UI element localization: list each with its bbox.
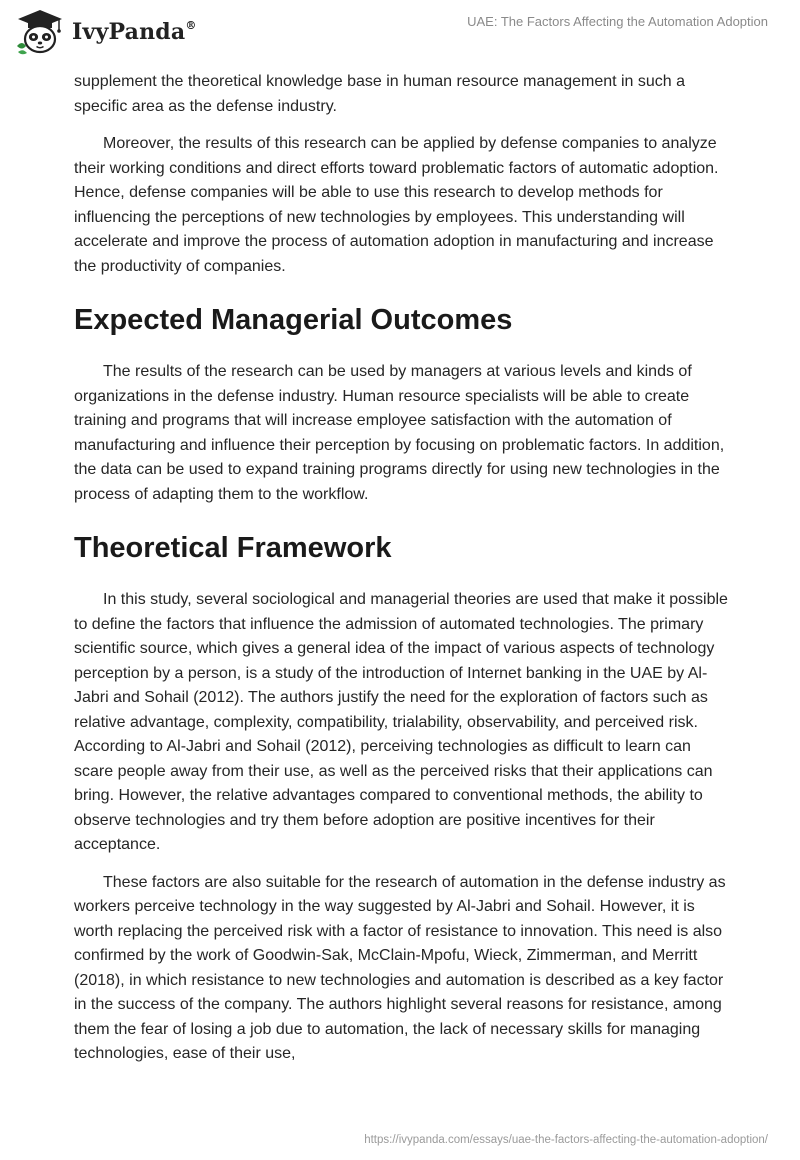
page-header: [0, 0, 800, 70]
registered-mark: ®: [185, 18, 197, 32]
brand-name: [72, 19, 197, 45]
paragraph: In this study, several sociological and managerial theories are used that make it possible to define the factors that influence the admission of automated technologies. The primary scientific source, which gives a general idea of the impact of various aspects of technology perception by a person, is a study of the introduction of Internet banking in the UAE by Al-Jabri and Sohail (2012). The authors justify the need for the exploration of factors such as relative advantage, complexity, compatibility, trialability, observability, and perceived risk. According to Al-Jabri and Sohail (2012), perceiving technologies as difficult to learn can scare people away from their use, as well as the perceived risks that their applications can bring. However, the relative advantages compared to conventional methods, the ability to observe technologies and try them before adoption are positive incentives for their acceptance.: [74, 591, 728, 853]
section-heading-theoretical-framework: Theoretical Framework: [74, 532, 392, 564]
source-url[interactable]: https://ivypanda.com/essays/uae-the-factors-affecting-the-automation-adoption/: [364, 1134, 768, 1146]
section-heading-managerial-outcomes: Expected Managerial Outcomes: [74, 304, 513, 336]
document-title: UAE: The Factors Affecting the Automation Adoption: [467, 14, 768, 29]
ivypanda-logo[interactable]: [14, 8, 197, 56]
panda-graduate-icon: [14, 8, 66, 56]
paragraph: These factors are also suitable for the research of automation in the defense industry as workers perceive technology in the way suggested by Al-Jabri and Sohail. However, it is worth replacing the perceived risk with a factor of resistance to innovation. This need is also confirmed by the work of Goodwin-Sak, McClain-Mpofu, Wieck, Zimmerman, and Merritt (2018), in which resistance to new technologies and automation is described as a key factor in the success of the company. The authors highlight several reasons for resistance, among them the fear of losing a job due to automation, the lack of necessary skills for managing technologies, ease of their use,: [74, 873, 726, 1062]
paragraph: The results of the research can be used by managers at various levels and kinds of organizations in the defense industry. Human resource specialists will be able to create training and programs that will increase employee satisfaction with the automation of manufacturing and influence their perception by focusing on problematic factors. In addition, the data can be used to expand training programs directly for using new technologies in the process of adapting them to the workflow.: [74, 363, 725, 503]
brand-name-text: IvyPanda: [72, 19, 186, 45]
paragraph: Moreover, the results of this research can be applied by defense companies to analyze their working conditions and direct efforts toward problematic factors of automatic adoption. Hence, defense companies will be able to use this research to develop methods for influencing the perceptions of new technologies by employees. This understanding will accelerate and improve the process of automation adoption in manufacturing and increase the productivity of companies.: [74, 135, 719, 275]
paragraph: supplement the theoretical knowledge base in human resource management in such a specific area as the defense industry.: [74, 73, 686, 115]
essay-body: [74, 70, 734, 1080]
